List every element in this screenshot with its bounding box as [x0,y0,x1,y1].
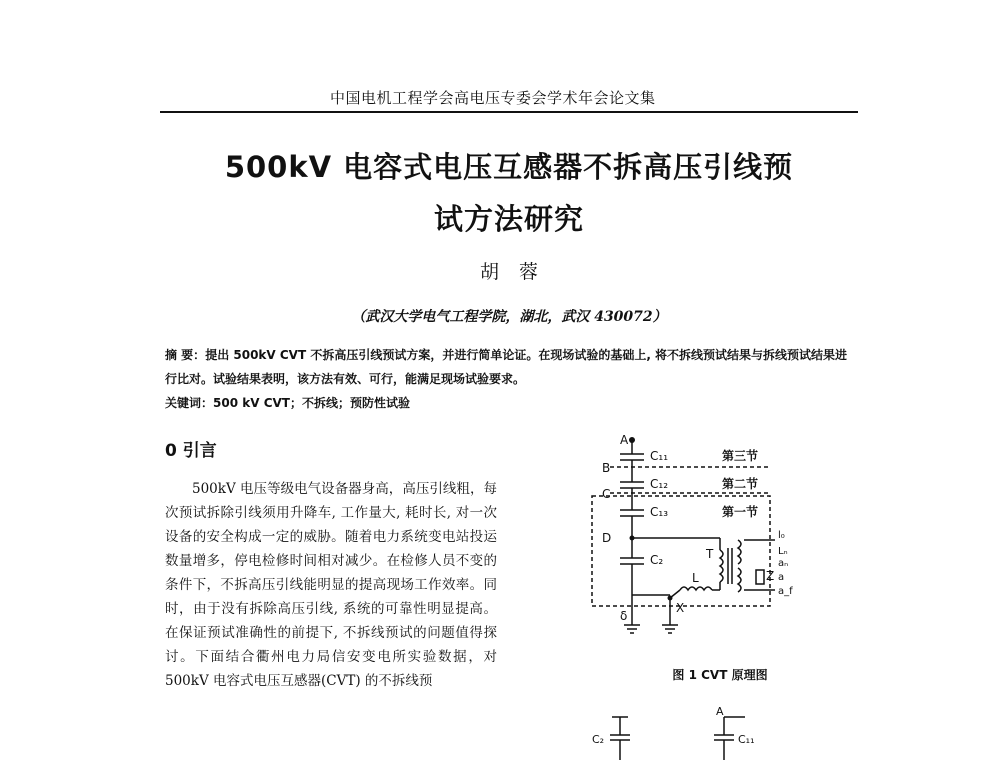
label-C2: C₂ [650,553,664,567]
label-A: A [620,433,629,447]
label-section-1: 第一节 [722,505,759,519]
author-surname: 胡 [479,261,499,283]
label-delta: δ [620,609,628,623]
author-given-name: 蓉 [519,261,539,283]
paper-title-line-1: 500kV 电容式电压互感器不拆高压引线预 [224,150,794,184]
fig2-label-C2: C₂ [592,733,605,746]
label-an: aₙ [778,558,789,569]
label-T: T [706,547,714,561]
label-C: C [602,487,611,501]
label-section-2: 第二节 [722,477,759,491]
section-heading [165,436,217,461]
label-X1: X [676,601,685,615]
body-paragraph: 500kV 电压等级电气设备器身高，高压引线粗，每次预试拆除引线须用升降车, 工作量大, 耗时长, 对一次设备的安全构成一定的威胁。随着电力系统变电站投运数量增多，停电检修时间相对减少。在检修人员不变的条件下，不拆高压引线能明显的提高现场工作效率。同时，由于没有拆除高压引线, 系统的可靠性明显提高。在保证预试准确性的前提下, 不拆线预试的问题值得探讨。下面结合衢州电力局信安变电所实验数据，对 500kV 电容式电压互感器(CVT) 的不拆线预 [165,481,497,689]
label-C12: C₁₂ [650,477,668,491]
figure-2-partial [580,705,850,760]
header-rule [160,111,858,113]
fig2-label-C11: C₁₁ [738,733,755,746]
abstract [165,343,855,391]
keywords-text: 500 kV CVT；不拆线；预防性试验 [213,396,410,410]
abstract-label: 摘 要： [165,348,206,362]
label-af: a_f [778,586,793,597]
author [160,257,858,284]
figure-1-caption: 图 1 CVT 原理图 [672,668,768,682]
body-text [165,477,497,693]
label-a: a [778,572,785,583]
section-number: 0 [165,441,177,461]
section-title: 引言 [182,441,217,461]
abstract-block [165,343,855,415]
label-C11: C₁₁ [650,449,668,463]
affiliation: （武汉大学电气工程学院，湖北，武汉 430072） [351,309,667,325]
label-ln: Lₙ [778,546,788,557]
fig2-label-A: A [716,705,724,718]
label-la: l₀ [778,530,785,541]
keywords [165,391,855,415]
label-L: L [692,571,699,585]
paper-title-line-2: 试方法研究 [433,202,584,236]
keywords-label: 关键词： [165,396,214,410]
label-B: B [602,461,611,475]
label-section-3: 第三节 [722,449,759,463]
proceedings-header: 中国电机工程学会高电压专委会学术年会论文集 [330,89,656,107]
label-D: D [602,531,612,545]
abstract-text: 提出 500kV CVT 不拆高压引线预试方案，并进行简单论证。在现场试验的基础上, 将不拆线预试结果与拆线预试结果进行比对。试验结果表明，该方法有效、可行，能满足现场试验要求。 [165,348,848,386]
label-Z: Z [766,569,775,583]
label-C13: C₁₃ [650,505,668,519]
figure-1-cvt-diagram [580,430,850,640]
